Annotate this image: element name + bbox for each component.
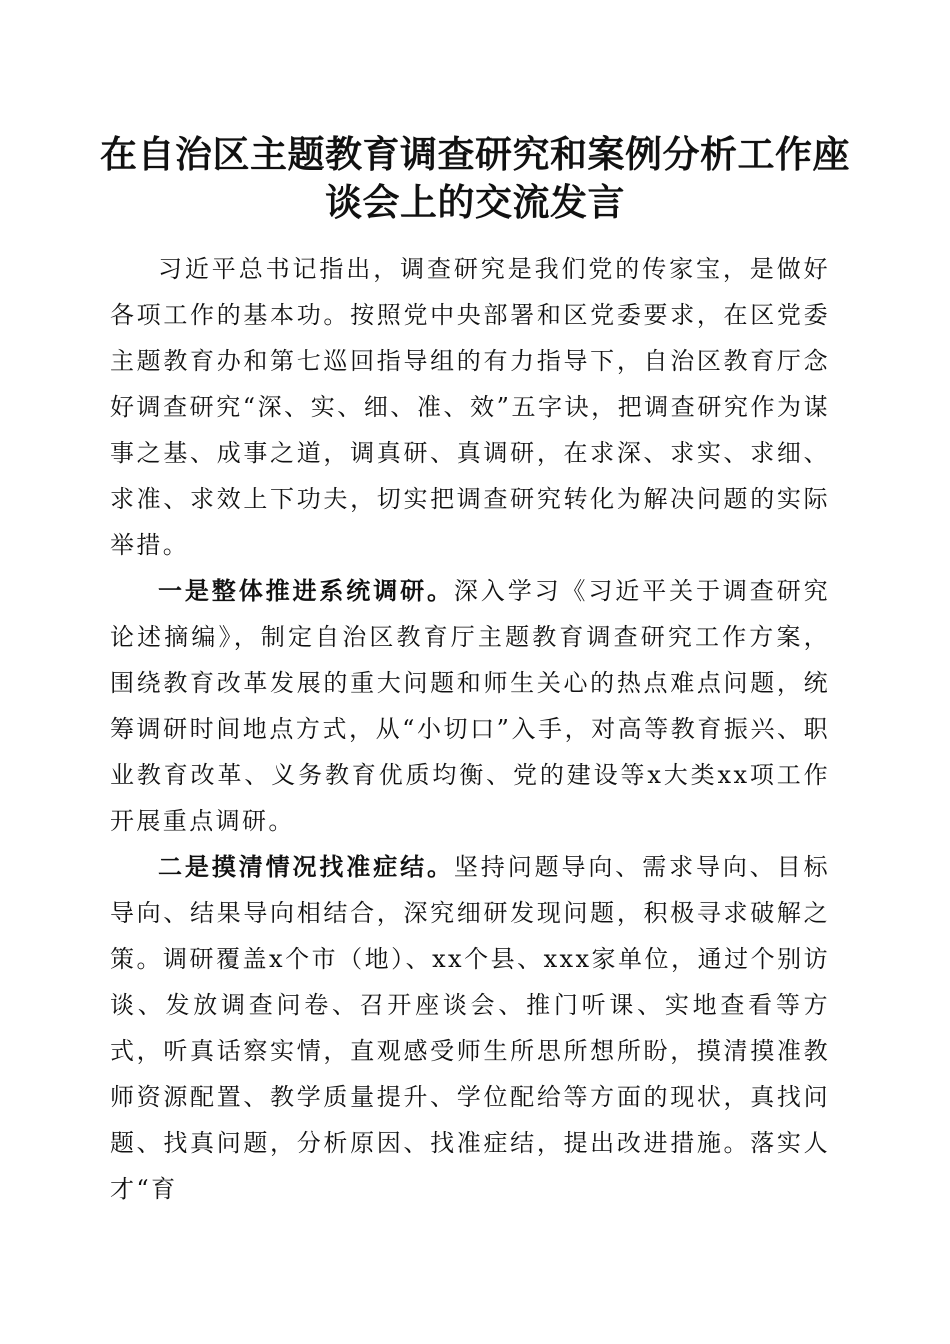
paragraph-lead: 二是摸清情况找准症结。: [158, 852, 454, 881]
paragraph-point-2: [110, 844, 830, 1212]
document-body: [110, 246, 830, 1212]
paragraph-point-1: [110, 568, 830, 844]
title-line-2: 谈会上的交流发言: [325, 180, 625, 224]
paragraph-lead: 一是整体推进系统调研。: [158, 576, 454, 605]
paragraph-text: 坚持问题导向、需求导向、目标导向、结果导向相结合，深究细研发现问题，积极寻求破解之策。调研覆盖x个市（地）、xx个县、xxx家单位，通过个别访谈、发放调查问卷、召开座谈会、推门听课、实地查看等方式，听真话察实情，直观感受师生所思所想所盼，摸清摸准教师资源配置、教学质量提升、学位配给等方面的现状，真找问题、找真问题，分析原因、找准症结，提出改进措施。落实人才“育: [110, 853, 830, 1203]
title-line-1: 在自治区主题教育调查研究和案例分析工作座: [100, 132, 850, 176]
document-title: [100, 130, 850, 226]
paragraph-text: 深入学习《习近平关于调查研究论述摘编》，制定自治区教育厅主题教育调查研究工作方案，围绕教育改革发展的重大问题和师生关心的热点难点问题，统筹调研时间地点方式，从“小切口”入手，对高等教育振兴、职业教育改革、义务教育优质均衡、党的建设等x大类xx项工作开展重点调研。: [110, 577, 830, 835]
paragraph-intro: [110, 246, 830, 568]
paragraph-text: 习近平总书记指出，调查研究是我们党的传家宝，是做好各项工作的基本功。按照党中央部署和区党委要求，在区党委主题教育办和第七巡回指导组的有力指导下，自治区教育厅念好调查研究“深、实、细、准、效”五字诀，把调查研究作为谋事之基、成事之道，调真研、真调研，在求深、求实、求细、求准、求效上下功夫，切实把调查研究转化为解决问题的实际举措。: [110, 255, 830, 559]
